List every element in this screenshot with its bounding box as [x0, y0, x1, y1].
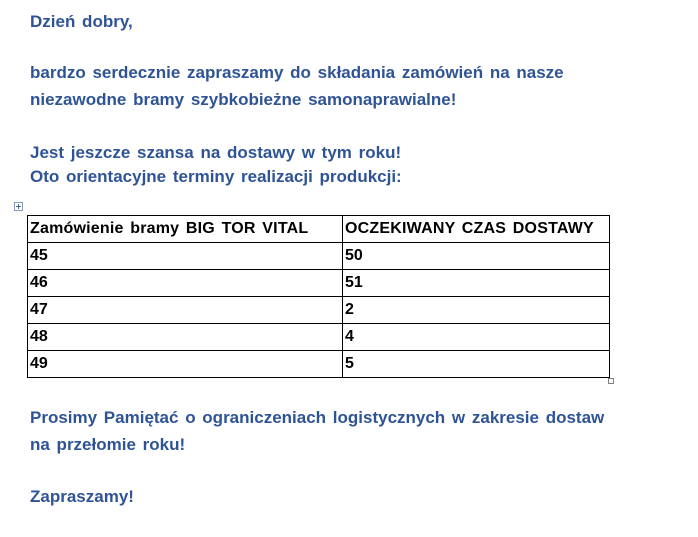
- delivery-cell: 5: [343, 351, 610, 378]
- table-row: [28, 324, 610, 351]
- chance-line: Jest jeszcze szansa na dostawy w tym roku!: [30, 143, 402, 162]
- table-row: [28, 351, 610, 378]
- closing: Zapraszamy!: [30, 487, 134, 506]
- table-row: [28, 243, 610, 270]
- header-delivery-time: OCZEKIWANY CZAS DOSTAWY: [343, 216, 610, 243]
- order-cell: 48: [28, 324, 343, 351]
- delivery-cell: 2: [343, 297, 610, 324]
- table-row: [28, 297, 610, 324]
- table-header-row: [28, 216, 610, 243]
- delivery-cell: 51: [343, 270, 610, 297]
- delivery-cell: 4: [343, 324, 610, 351]
- intro-line-2: niezawodne bramy szybkobieżne samonaprawialne!: [30, 90, 457, 109]
- table-row: [28, 270, 610, 297]
- reminder-line-1: Prosimy Pamiętać o ograniczeniach logistycznych w zakresie dostaw: [30, 408, 605, 427]
- terms-line: Oto orientacyjne terminy realizacji produkcji:: [30, 167, 402, 186]
- intro-line-1: bardzo serdecznie zapraszamy do składania zamówień na nasze: [30, 63, 564, 82]
- delivery-table-container: [27, 215, 610, 378]
- table-move-handle-icon[interactable]: [14, 202, 23, 211]
- header-order: Zamówienie bramy BIG TOR VITAL: [28, 216, 343, 243]
- order-cell: 45: [28, 243, 343, 270]
- order-cell: 46: [28, 270, 343, 297]
- delivery-cell: 50: [343, 243, 610, 270]
- table-resize-handle-icon[interactable]: [608, 378, 614, 384]
- delivery-table: [27, 215, 610, 378]
- reminder-line-2: na przełomie roku!: [30, 435, 186, 454]
- order-cell: 47: [28, 297, 343, 324]
- greeting: Dzień dobry,: [30, 12, 133, 31]
- order-cell: 49: [28, 351, 343, 378]
